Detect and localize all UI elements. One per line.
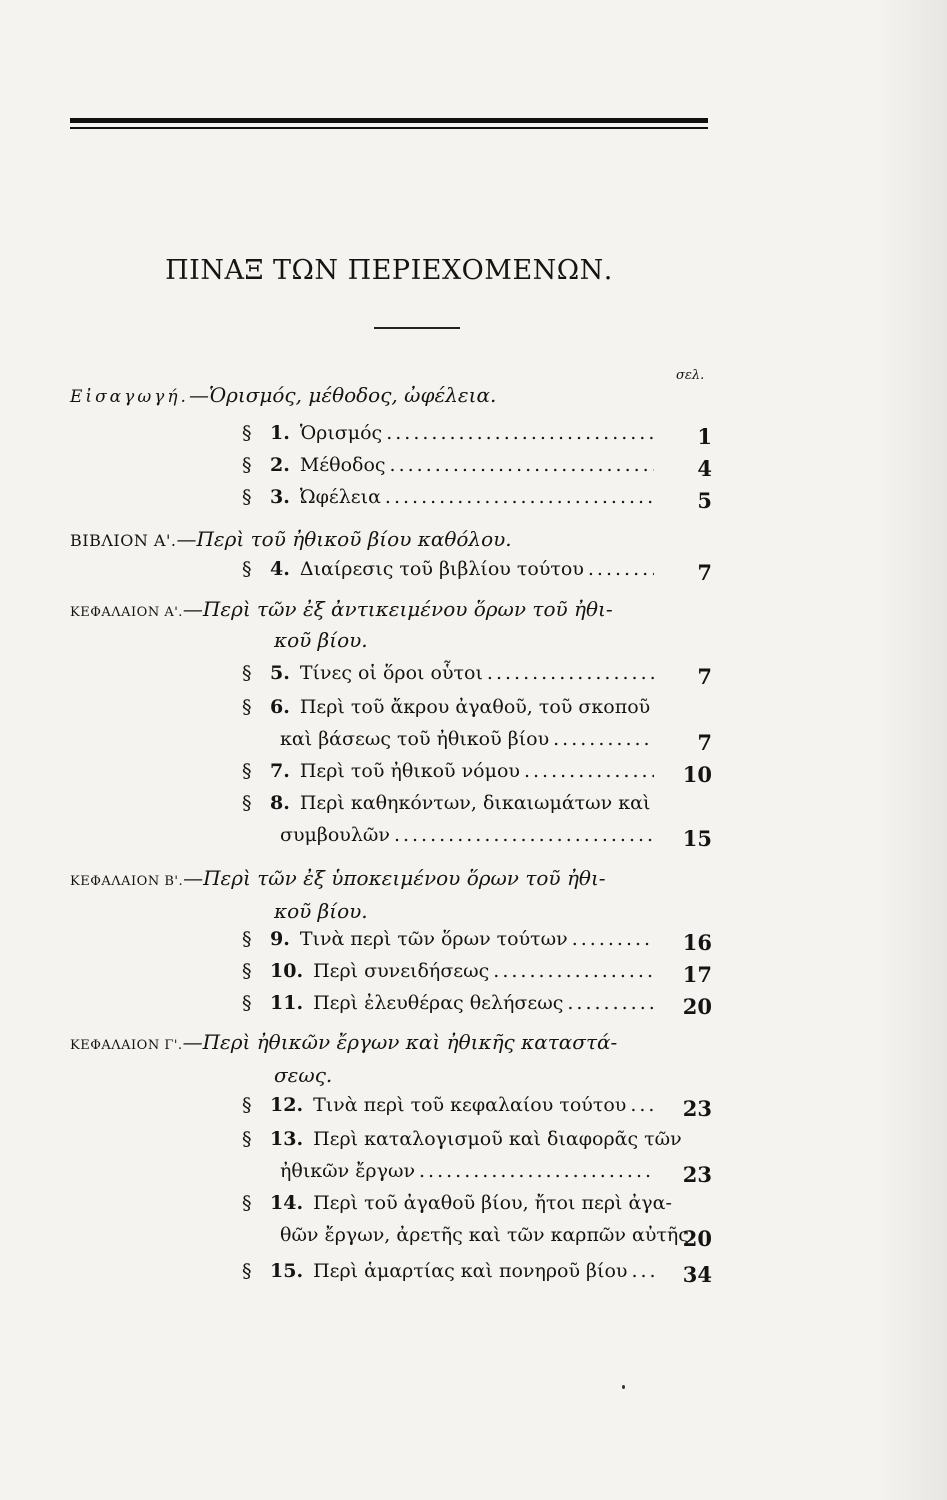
toc-entry[interactable] bbox=[242, 760, 654, 792]
toc-entry[interactable] bbox=[242, 960, 654, 992]
toc-entry[interactable] bbox=[242, 1192, 689, 1256]
section-title: —Περὶ ἠθικῶν ἔργων καὶ ἠθικῆς καταστά- bbox=[182, 1030, 618, 1054]
page-number: 23 bbox=[682, 1162, 712, 1187]
entry-number: 15. bbox=[270, 1260, 304, 1282]
dot-leader bbox=[567, 992, 654, 1014]
dot-leader bbox=[385, 486, 654, 508]
section-lead: ΚΕΦΑΛΑΙΟΝ Β'. bbox=[70, 874, 184, 889]
entry-number: 8. bbox=[270, 792, 290, 814]
dot-leader bbox=[630, 1094, 654, 1116]
page-number: 5 bbox=[697, 488, 712, 513]
section-symbol: § bbox=[242, 792, 252, 814]
section-title-continuation: κοῦ βίου. bbox=[274, 628, 368, 652]
section-symbol: § bbox=[242, 928, 252, 950]
entry-number: 6. bbox=[270, 696, 290, 718]
section-symbol: § bbox=[242, 696, 252, 718]
section-heading bbox=[70, 866, 606, 890]
entry-text: Ὁρισμός bbox=[299, 422, 383, 444]
entry-text: Περὶ καθηκόντων, δικαιωμάτων καὶ bbox=[299, 792, 651, 814]
page-number: 16 bbox=[682, 930, 712, 955]
entry-text: Περὶ ἁμαρτίας καὶ πονηροῦ βίου bbox=[313, 1260, 628, 1282]
entry-number: 5. bbox=[270, 662, 290, 684]
toc-entry[interactable] bbox=[242, 696, 654, 760]
toc-entry[interactable] bbox=[242, 1260, 654, 1292]
section-title-continuation: κοῦ βίου. bbox=[274, 899, 368, 923]
entry-number: 11. bbox=[270, 992, 304, 1014]
page-title: ΠΙΝΑΞ ΤΩΝ ΠΕΡΙΕΧΟΜΕΝΩΝ. bbox=[165, 255, 613, 286]
entry-number: 7. bbox=[270, 760, 290, 782]
toc-entry[interactable] bbox=[242, 1128, 682, 1192]
dot-leader bbox=[394, 824, 654, 846]
page-number: 15 bbox=[682, 826, 712, 851]
entry-number: 10. bbox=[270, 960, 304, 982]
entry-number: 4. bbox=[270, 558, 290, 580]
dot-leader bbox=[572, 928, 654, 950]
entry-text: Διαίρεσις τοῦ βιβλίου τούτου bbox=[299, 558, 584, 580]
section-heading bbox=[70, 527, 512, 551]
entry-number: 12. bbox=[270, 1094, 304, 1116]
dot-leader bbox=[487, 662, 654, 684]
toc-entry[interactable] bbox=[242, 1094, 654, 1126]
title-rule bbox=[374, 327, 460, 329]
entry-text: Μέθοδος bbox=[299, 454, 386, 476]
entry-number: 1. bbox=[270, 422, 290, 444]
entry-number: 3. bbox=[270, 486, 290, 508]
entry-text-continued: καὶ βάσεως τοῦ ἠθικοῦ βίου bbox=[280, 728, 550, 750]
section-lead: ΒΙΒΛΙΟΝ Α'. bbox=[70, 531, 177, 550]
page-number: 20 bbox=[682, 1226, 712, 1251]
section-title: —Ὁρισμός, μέθοδος, ὠφέλεια. bbox=[188, 383, 497, 407]
page-number: 20 bbox=[682, 994, 712, 1019]
section-symbol: § bbox=[242, 760, 252, 782]
page-number: 17 bbox=[682, 962, 712, 987]
section-symbol: § bbox=[242, 1192, 252, 1214]
section-title: —Περὶ τοῦ ἠθικοῦ βίου καθόλου. bbox=[176, 527, 512, 551]
page-number: 4 bbox=[697, 456, 712, 481]
entry-number: 14. bbox=[270, 1192, 304, 1214]
section-symbol: § bbox=[242, 1128, 252, 1150]
entry-text: Περὶ καταλογισμοῦ καὶ διαφορᾶς τῶν bbox=[313, 1128, 682, 1150]
section-symbol: § bbox=[242, 558, 252, 580]
section-lead: Εἰσαγωγή. bbox=[70, 387, 189, 407]
paper-speck bbox=[622, 1385, 625, 1389]
entry-text: Περὶ τοῦ ἄκρου ἀγαθοῦ, τοῦ σκοποῦ bbox=[299, 696, 651, 718]
entry-text: Περὶ συνειδήσεως bbox=[313, 960, 490, 982]
section-lead: ΚΕΦΑΛΑΙΟΝ Α'. bbox=[70, 605, 183, 620]
section-title: —Περὶ τῶν ἐξ ἀντικειμένου ὅρων τοῦ ἠθι- bbox=[182, 597, 613, 621]
section-title-continuation: σεως. bbox=[274, 1063, 333, 1087]
section-symbol: § bbox=[242, 960, 252, 982]
entry-text: Τίνες οἱ ὅροι οὗτοι bbox=[299, 662, 483, 684]
entry-text: Τινὰ περὶ τοῦ κεφαλαίου τούτου bbox=[313, 1094, 627, 1116]
entry-text-continued: ἠθικῶν ἔργων bbox=[280, 1160, 415, 1182]
section-title: —Περὶ τῶν ἐξ ὑποκειμένου ὅρων τοῦ ἠθι- bbox=[183, 866, 606, 890]
top-rule-thick bbox=[70, 118, 708, 123]
entry-number: 9. bbox=[270, 928, 290, 950]
dot-leader bbox=[493, 960, 654, 982]
entry-number: 13. bbox=[270, 1128, 304, 1150]
section-symbol: § bbox=[242, 1260, 252, 1282]
entry-text-continued: θῶν ἔργων, ἀρετῆς καὶ τῶν καρπῶν αὐτῆς bbox=[280, 1224, 689, 1246]
entry-text: Περὶ τοῦ ἠθικοῦ νόμου bbox=[299, 760, 520, 782]
section-symbol: § bbox=[242, 1094, 252, 1116]
dot-leader bbox=[524, 760, 654, 782]
page-number: 1 bbox=[697, 424, 712, 449]
entry-number: 2. bbox=[270, 454, 290, 476]
section-symbol: § bbox=[242, 422, 252, 444]
toc-entry[interactable] bbox=[242, 454, 654, 486]
dot-leader bbox=[390, 454, 654, 476]
dot-leader bbox=[631, 1260, 654, 1282]
section-symbol: § bbox=[242, 486, 252, 508]
entry-text: Τινὰ περὶ τῶν ὅρων τούτων bbox=[299, 928, 568, 950]
toc-entry[interactable] bbox=[242, 792, 654, 856]
section-symbol: § bbox=[242, 454, 252, 476]
entry-text-continued: συμβουλῶν bbox=[280, 824, 390, 846]
page-number: 7 bbox=[697, 730, 712, 755]
section-heading bbox=[70, 383, 496, 407]
section-symbol: § bbox=[242, 992, 252, 1014]
section-symbol: § bbox=[242, 662, 252, 684]
top-rule-thin bbox=[70, 127, 708, 129]
page-number: 23 bbox=[682, 1096, 712, 1121]
toc-entry[interactable] bbox=[242, 558, 654, 590]
page-number: 7 bbox=[697, 664, 712, 689]
dot-leader bbox=[553, 728, 654, 750]
dot-leader bbox=[386, 422, 654, 444]
section-heading bbox=[70, 1030, 617, 1054]
toc-entry[interactable] bbox=[242, 422, 654, 454]
page-number: 34 bbox=[682, 1262, 712, 1287]
entry-text: Περὶ ἐλευθέρας θελήσεως bbox=[313, 992, 564, 1014]
toc-entry[interactable] bbox=[242, 662, 654, 694]
toc-entry[interactable] bbox=[242, 486, 654, 518]
entry-text: Ὠφέλεια bbox=[299, 486, 381, 508]
dot-leader bbox=[419, 1160, 654, 1182]
toc-entry[interactable] bbox=[242, 992, 654, 1024]
toc-entry[interactable] bbox=[242, 928, 654, 960]
dot-leader bbox=[588, 558, 654, 580]
entry-text: Περὶ τοῦ ἀγαθοῦ βίου, ἤτοι περὶ ἀγα- bbox=[313, 1192, 672, 1214]
section-heading bbox=[70, 597, 613, 621]
section-lead: ΚΕΦΑΛΑΙΟΝ Γ'. bbox=[70, 1038, 183, 1053]
page-column-label: σελ. bbox=[676, 368, 705, 383]
page-number: 7 bbox=[697, 560, 712, 585]
page-number: 10 bbox=[682, 762, 712, 787]
page-edge-shadow bbox=[877, 0, 947, 1500]
